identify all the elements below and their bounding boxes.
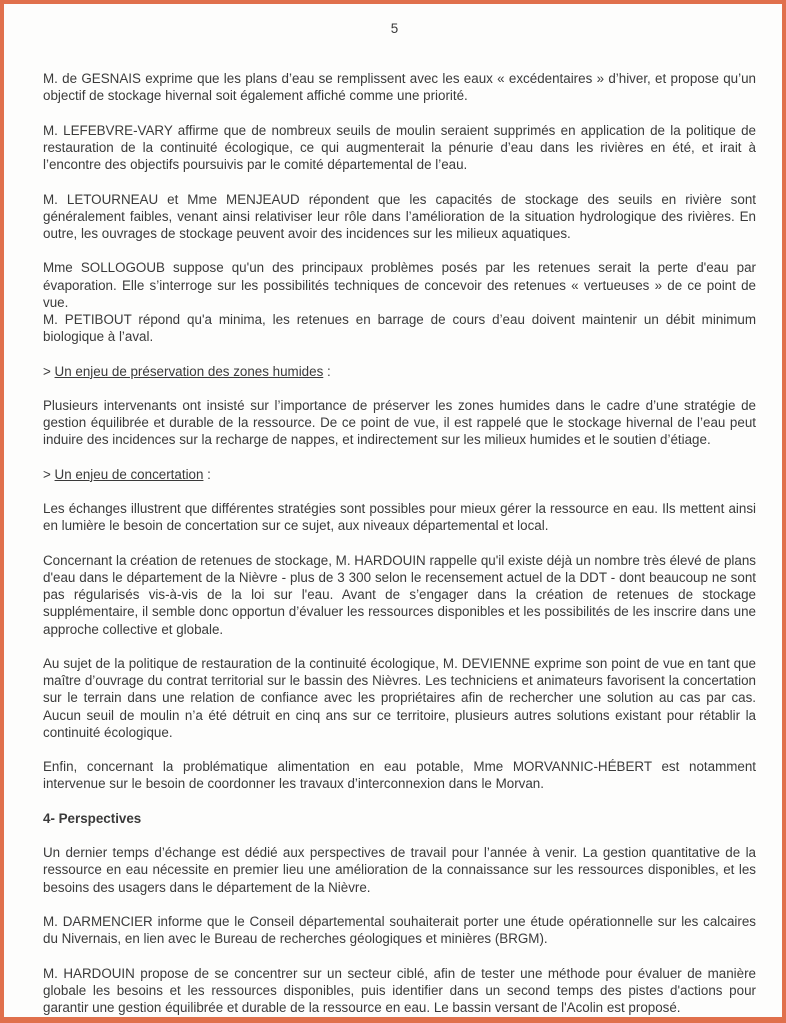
paragraph-gesnais: M. de GESNAIS exprime que les plans d’eau se remplissent avec les eaux « excédentaires » d’hiver, et propose qu’un objectif de stockage hivernal soit également affiché comme une priorité. [43,71,756,104]
paragraph-echanges: Les échanges illustrent que différentes stratégies sont possibles pour mieux gérer la ressource en eau. Ils mettent ainsi en lumière le besoin de concertation sur ce sujet, aux niveaux départemental et local. [43,501,756,534]
section-heading-perspectives: 4- Perspectives [43,810,142,826]
subheading-prefix: > [43,363,55,379]
paragraph-morvannic-hebert: Enfin, concernant la problématique alimentation en eau potable, Mme MORVANNIC-HÉBERT est notamment intervenue sur le besoin de coordonner les travaux d’interconnexion dans le Morvan. [43,759,756,792]
subheading-text: Un enjeu de préservation des zones humides [54,363,324,379]
subheading-suffix: : [203,466,211,482]
paragraph-darmencier: M. DARMENCIER informe que le Conseil départemental souhaiterait porter une étude opérationnelle sur les calcaires du Nivernais, en lien avec le Bureau de recherches géologiques et minières (BRGM). [43,913,756,947]
paragraph-sollogoub: Mme SOLLOGOUB suppose qu'un des principaux problèmes posés par les retenues serait la perte d'eau par évaporation. Elle s’interroge sur les possibilités techniques de concevoir des retenues « vertueuses » de ce point de vue. [43,260,756,310]
paragraph-hardouin-retenues: Concernant la création de retenues de stockage, M. HARDOUIN rappelle qu'il existe déjà un nombre très élevé de plans d'eau dans le département de la Nièvre - plus de 3 300 selon le recensement actuel de la DDT - dont beaucoup ne sont pas régularisés vis-à-vis de la loi sur l'eau. Avant de s’engager dans la création de retenues de stockage supplémentaire, il semble donc opportun d’évaluer les ressources disponibles et les possibilités de les inscrire dans une approche collective et globale. [43,552,756,637]
subheading-text: Un enjeu de concertation [54,466,204,482]
paragraph-devienne: Au sujet de la politique de restauration de la continuité écologique, M. DEVIENNE exprime son point de vue en tant que maître d’ouvrage du contrat territorial sur le bassin des Nièvres. Les techniciens et animateurs favorisent la concertation sur le terrain dans une relation de confiance avec les propriétaires afin de rechercher une solution au cas par cas. Aucun seuil de moulin n’a été détruit en cinq ans sur ce territoire, plusieurs autres solutions existant pour rétablir la continuité écologique. [43,655,756,740]
subheading-suffix: : [323,363,331,379]
subheading-prefix: > [43,466,55,482]
paragraph-hardouin-secteur: M. HARDOUIN propose de se concentrer sur un secteur ciblé, afin de tester une méthode pour évaluer de manière globale les besoins et les ressources disponibles, puis identifier dans un second temps des pistes d'actions pour garantir une gestion équilibrée et durable de la ressource en eau. Le bassin versant de l'Acolin est proposé. [43,965,756,1015]
paragraph-zones-humides: Plusieurs intervenants ont insisté sur l’importance de préserver les zones humides dans le cadre d’une stratégie de gestion équilibrée et durable de la ressource. De ce point de vue, il est rappelé que le stockage hivernal de l’eau peut induire des incidences sur la recharge de nappes, et indirectement sur les milieux humides et le soutien d’étiage. [43,397,756,448]
paragraph-petibout: M. PETIBOUT répond qu'a minima, les retenues en barrage de cours d’eau doivent maintenir un débit minimum biologique à l’aval. [43,312,756,345]
document-page [4,4,782,1017]
paragraph-lefebvre-vary: M. LEFEBVRE-VARY affirme que de nombreux seuils de moulin seraient supprimés en application de la politique de restauration de la continuité écologique, ce qui augmenterait la pénurie d’eau dans les rivières en été, et irait à l’encontre des objectifs poursuivis par le comité départemental de l’eau. [43,122,756,173]
paragraph-letourneau-menjeaud: M. LETOURNEAU et Mme MENJEAUD répondent que les capacités de stockage des seuils en rivière sont généralement faibles, venant ainsi relativiser leur rôle dans l’amélioration de la situation hydrologique des rivières. En outre, les ouvrages de stockage peuvent avoir des incidences sur les milieux aquatiques. [43,191,756,241]
paragraph-perspectives: Un dernier temps d’échange est dédié aux perspectives de travail pour l’année à venir. La gestion quantitative de la ressource en eau nécessite en premier lieu une amélioration de la connaissance sur les ressources disponibles, et les besoins des usagers dans le département de la Nièvre. [43,845,756,895]
subheading-concertation [43,466,756,483]
page-number: 5 [390,21,399,36]
subheading-zones-humides [43,363,756,380]
